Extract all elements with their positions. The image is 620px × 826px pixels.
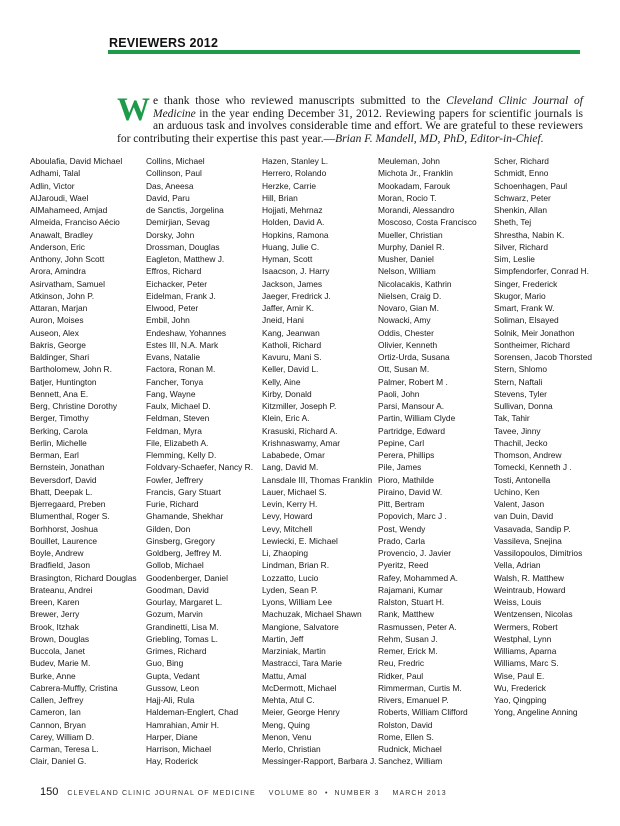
reviewer-name: Partridge, Edward <box>378 425 446 436</box>
reviewer-name: Callen, Jeffrey <box>30 695 84 705</box>
reviewer-name: Rafey, Mohammed A. <box>378 572 458 583</box>
reviewer-name: Moran, Rocio T. <box>378 192 437 203</box>
reviewer-name: Sorensen, Jacob Thorsted <box>494 352 593 362</box>
reviewer-name: Atkinson, John P. <box>30 290 95 301</box>
reviewer-name: Eagleton, Matthew J. <box>146 254 225 264</box>
reviewer-name: Katholi, Richard <box>262 339 322 350</box>
reviewer-name: Popovich, Marc J . <box>378 511 447 522</box>
reviewer-name: Ortiz-Urda, Susana <box>378 352 450 362</box>
reviewer-name: Kirby, Donald <box>262 388 312 399</box>
reviewer-columns <box>30 155 595 767</box>
reviewer-name: David, Paru <box>146 192 190 203</box>
reviewer-name: Herzke, Carrie <box>262 180 316 191</box>
reviewer-name: Brewer, Jerry <box>30 609 80 620</box>
reviewer-name: AlJaroudi, Wael <box>30 192 89 203</box>
reviewer-name: Wentzensen, Nicolas <box>494 609 573 620</box>
reviewer-name: Jaffer, Amir K. <box>262 303 314 313</box>
reviewer-name: Batjer, Huntington <box>30 376 97 387</box>
reviewer-name: Furie, Richard <box>146 499 199 509</box>
reviewer-name: Rank, Matthew <box>378 609 434 620</box>
reviewer-name: Soliman, Elsayed <box>494 315 559 326</box>
reviewer-name: Auseon, Alex <box>30 327 79 338</box>
reviewer-name: Goldberg, Jeffrey M. <box>146 548 222 558</box>
reviewer-name: Stevens, Tyler <box>494 388 547 399</box>
reviewer-name: Remer, Erick M. <box>378 646 438 656</box>
reviewer-name: Baldinger, Shari <box>30 352 90 362</box>
reviewer-name: Pyeritz, Reed <box>378 560 429 571</box>
reviewer-name: Post, Wendy <box>378 523 426 534</box>
reviewer-name: Weintraub, Howard <box>494 584 566 595</box>
reviewer-name: Williams, Marc S. <box>494 658 559 669</box>
reviewer-name: Weiss, Louis <box>494 597 542 607</box>
reviewer-name: Westphal, Lynn <box>494 633 552 644</box>
reviewer-name: Hamrahian, Amir H. <box>146 719 220 730</box>
reviewer-name: Cannon, Bryan <box>30 719 86 730</box>
reviewer-name: de Sanctis, Jorgelina <box>146 205 224 215</box>
reviewer-name: Goodenberger, Daniel <box>146 572 228 583</box>
reviewer-name: Brown, Douglas <box>30 633 90 644</box>
reviewer-name: Roberts, William Clifford <box>378 707 468 718</box>
reviewer-name: Kang, Jeanwan <box>262 327 320 338</box>
reviewer-name: Das, Aneesa <box>146 180 194 191</box>
reviewer-name: Feldman, Steven <box>146 413 210 424</box>
header-rule <box>108 50 580 54</box>
reviewer-name: Merlo, Christian <box>262 744 321 754</box>
reviewer-name: Moscoso, Costa Francisco <box>378 217 477 228</box>
reviewer-name: Ridker, Paul <box>378 670 424 681</box>
reviewer-name: Adhami, Talal <box>30 168 81 179</box>
reviewer-name: Messinger-Rapport, Barbara J. <box>262 756 377 767</box>
reviewer-name: Collinson, Paul <box>146 168 202 179</box>
reviewer-name: Berking, Carola <box>30 425 88 436</box>
reviewer-name: Palmer, Robert M . <box>378 376 448 387</box>
reviewer-name: Sheth, Tej <box>494 217 532 228</box>
reviewer-name: Clair, Daniel G. <box>30 756 87 767</box>
reviewer-name: Nelson, William <box>378 266 436 277</box>
reviewer-name: Guo, Bing <box>146 658 184 669</box>
reviewer-name: Solnik, Meir Jonathon <box>494 327 575 338</box>
reviewer-column-3 <box>262 155 377 768</box>
reviewer-name: Nicolacakis, Kathrin <box>378 278 452 289</box>
reviewer-name: Griebling, Tomas L. <box>146 633 218 644</box>
reviewer-name: Isaacson, J. Harry <box>262 266 330 277</box>
reviewer-name: Pile, James <box>378 462 422 473</box>
reviewer-name: Berger, Timothy <box>30 413 89 424</box>
reviewer-name: Kavuru, Mani S. <box>262 352 322 362</box>
reviewer-name: File, Elizabeth A. <box>146 437 209 448</box>
reviewer-name: Boyle, Andrew <box>30 548 84 558</box>
reviewer-name: Harper, Diane <box>146 731 198 742</box>
reviewer-name: Thachil, Jecko <box>494 437 548 448</box>
reviewer-name: Arora, Amindra <box>30 266 86 277</box>
reviewer-name: Wise, Paul E. <box>494 670 545 681</box>
reviewer-name: Flemming, Kelly D. <box>146 450 217 460</box>
reviewer-name: Simpfendorfer, Conrad H. <box>494 266 589 277</box>
reviewer-name: Mehta, Atul C. <box>262 695 315 705</box>
reviewer-column-1 <box>30 155 137 768</box>
reviewer-name: Rajamani, Kumar <box>378 584 443 595</box>
reviewer-name: Anthony, John Scott <box>30 254 105 264</box>
reviewer-name: van Duin, David <box>494 511 554 522</box>
reviewer-name: Hazen, Stanley L. <box>262 156 329 166</box>
reviewer-name: Lang, David M. <box>262 462 319 473</box>
footer-journal: CLEVELAND CLINIC JOURNAL OF MEDICINE <box>67 790 256 797</box>
reviewer-name: Marziniak, Martin <box>262 646 326 656</box>
reviewer-name: Hyman, Scott <box>262 254 313 264</box>
reviewer-name: Goodman, David <box>146 584 209 595</box>
reviewer-name: Embil, John <box>146 315 190 326</box>
reviewer-name: Gupta, Vedant <box>146 670 200 681</box>
reviewer-name: Sim, Leslie <box>494 254 535 264</box>
reviewer-name: Kitzmiller, Joseph P. <box>262 401 337 411</box>
reviewer-name: Uchino, Ken <box>494 486 540 497</box>
reviewer-name: Gilden, Don <box>146 523 191 534</box>
reviewer-name: Oddis, Chester <box>378 327 434 338</box>
reviewer-name: Fang, Wayne <box>146 388 196 399</box>
reviewer-name: Feldman, Myra <box>146 425 202 436</box>
reviewer-name: Harrison, Michael <box>146 744 212 754</box>
reviewer-name: Meuleman, John <box>378 156 440 166</box>
reviewer-name: Schwarz, Peter <box>494 192 551 203</box>
reviewer-name: Dorsky, John <box>146 229 195 240</box>
reviewer-name: Carman, Teresa L. <box>30 744 99 754</box>
reviewer-name: Collins, Michael <box>146 156 205 166</box>
reviewer-name: Piraino, David W. <box>378 486 443 497</box>
reviewer-name: Vassilopoulos, Dimitrios <box>494 548 583 558</box>
reviewer-name: Pepine, Carl <box>378 437 425 448</box>
reviewer-name: Aboulafia, David Michael <box>30 156 123 166</box>
reviewer-name: Foldvary-Schaefer, Nancy R. <box>146 462 254 473</box>
reviewer-name: Krasuski, Richard A. <box>262 425 338 436</box>
reviewer-name: Tak, Tahir <box>494 413 530 424</box>
reviewer-name: Brook, Itzhak <box>30 621 79 632</box>
reviewer-name: Hill, Brian <box>262 192 298 203</box>
reviewer-name: Borhhorst, Joshua <box>30 523 98 534</box>
reviewer-name: Holden, David A. <box>262 217 325 228</box>
reviewer-name: Silver, Richard <box>494 241 548 252</box>
reviewer-name: Hajj-Ali, Rula <box>146 695 195 705</box>
reviewer-name: Buccola, Janet <box>30 646 85 656</box>
reviewer-name: Nowacki, Amy <box>378 315 431 326</box>
reviewer-name: Lyden, Sean P. <box>262 584 318 595</box>
reviewer-name: Adlin, Victor <box>30 180 75 191</box>
reviewer-name: Perera, Phillips <box>378 450 435 460</box>
reviewer-name: Herrero, Rolando <box>262 168 327 179</box>
reviewer-name: Meng, Quing <box>262 719 310 730</box>
reviewer-name: Cabrera-Muffly, Cristina <box>30 682 118 693</box>
reviewer-name: Fowler, Jeffrery <box>146 474 204 485</box>
reviewer-name: Breen, Karen <box>30 597 80 607</box>
reviewer-name: Lansdale III, Thomas Franklin <box>262 474 373 485</box>
reviewer-name: Hay, Roderick <box>146 756 198 767</box>
reviewer-name: Mastracci, Tara Marie <box>262 658 342 669</box>
reviewer-name: Valent, Jason <box>494 499 545 509</box>
reviewer-name: Jackson, James <box>262 278 323 289</box>
reviewer-name: Vassileva, Snejina <box>494 535 562 546</box>
reviewer-name: Pioro, Mathilde <box>378 474 434 485</box>
reviewer-name: Auron, Moises <box>30 315 84 326</box>
reviewer-name: Rimmerman, Curtis M. <box>378 682 462 693</box>
reviewer-name: Almeida, Franciso Aécio <box>30 217 120 228</box>
reviewer-name: Bennett, Ana E. <box>30 388 89 399</box>
reviewer-name: Gourlay, Margaret L. <box>146 597 223 607</box>
reviewer-name: Murphy, Daniel R. <box>378 241 445 252</box>
reviewer-name: Estes III, N.A. Mark <box>146 339 219 350</box>
reviewer-name: Grimes, Richard <box>146 646 207 656</box>
reviewer-name: Rolston, David <box>378 719 433 730</box>
footer-bullet: • <box>325 790 328 797</box>
reviewer-name: Anawalt, Bradley <box>30 229 93 240</box>
reviewer-name: Rome, Ellen S. <box>378 731 434 742</box>
intro-text-part1: e thank those who reviewed manuscripts submitted to the <box>153 95 447 107</box>
reviewer-name: Gollob, Michael <box>146 560 204 571</box>
reviewer-name: Walsh, R. Matthew <box>494 572 564 583</box>
reviewer-name: Huang, Julie C. <box>262 241 320 252</box>
page-title: REVIEWERS 2012 <box>109 36 219 50</box>
footer-date: MARCH 2013 <box>392 790 447 797</box>
reviewer-name: Meier, George Henry <box>262 707 340 718</box>
reviewer-name: Shenkin, Allan <box>494 205 548 215</box>
drop-cap: W <box>117 92 150 128</box>
reviewer-name: Brasington, Richard Douglas <box>30 572 137 583</box>
reviewer-name: Levy, Howard <box>262 511 313 522</box>
reviewer-name: Rivers, Emanuel P. <box>378 695 449 705</box>
reviewer-name: Fancher, Tonya <box>146 376 204 387</box>
reviewer-name: Hojjati, Mehrnaz <box>262 205 323 215</box>
reviewer-name: Lindman, Brian R. <box>262 560 330 571</box>
reviewer-name: Sontheimer, Richard <box>494 339 570 350</box>
reviewer-name: Burke, Anne <box>30 670 76 681</box>
reviewer-name: Paoli, John <box>378 388 420 399</box>
reviewer-name: Haldeman-Englert, Chad <box>146 707 239 718</box>
reviewer-name: Rehm, Susan J. <box>378 633 438 644</box>
reviewer-name: Scher, Richard <box>494 156 549 166</box>
reviewer-name: Levin, Kerry H. <box>262 499 318 509</box>
reviewer-name: Pitt, Bertram <box>378 499 425 509</box>
footer-volume: VOLUME 80 <box>268 790 318 797</box>
reviewer-name: Berg, Christine Dorothy <box>30 401 118 411</box>
reviewer-name: Stern, Shlomo <box>494 364 548 375</box>
reviewer-name: Elwood, Peter <box>146 303 199 313</box>
reviewer-name: Reu, Fredric <box>378 658 425 669</box>
reviewer-name: Lauer, Michael S. <box>262 486 327 497</box>
reviewer-column-2 <box>146 155 253 768</box>
reviewer-name: Attaran, Marjan <box>30 303 88 313</box>
reviewer-name: Sullivan, Donna <box>494 401 553 411</box>
reviewer-name: Ott, Susan M. <box>378 364 430 375</box>
reviewer-name: Vasavada, Sandip P. <box>494 523 571 534</box>
reviewer-name: Li, Zhaoping <box>262 548 309 558</box>
reviewer-name: Bouillet, Laurence <box>30 535 98 546</box>
reviewer-name: Demirjian, Sevag <box>146 217 210 228</box>
reviewer-name: Kelly, Aine <box>262 376 301 387</box>
reviewer-name: Anderson, Eric <box>30 241 85 252</box>
reviewer-name: Effros, Richard <box>146 266 202 277</box>
reviewer-name: Bhatt, Deepak L. <box>30 486 93 497</box>
reviewer-name: Cameron, Ian <box>30 707 81 718</box>
reviewer-name: Beversdorf, David <box>30 474 97 485</box>
reviewer-name: Schoenhagen, Paul <box>494 180 568 191</box>
footer-number: NUMBER 3 <box>334 790 380 797</box>
reviewer-name: Keller, David L. <box>262 364 319 375</box>
reviewer-name: Factora, Ronan M. <box>146 364 216 375</box>
reviewer-name: Schmidt, Enno <box>494 168 549 179</box>
reviewer-column-5 <box>494 155 592 719</box>
reviewer-name: Bakris, George <box>30 339 86 350</box>
reviewer-name: Bernstein, Jonathan <box>30 462 105 473</box>
reviewer-name: Eichacker, Peter <box>146 278 207 289</box>
reviewer-name: McDermott, Michael <box>262 682 337 693</box>
reviewer-name: Vella, Adrian <box>494 560 541 571</box>
reviewer-name: Singer, Frederick <box>494 278 558 289</box>
reviewer-name: Gozum, Marvin <box>146 609 203 620</box>
reviewer-name: Mangione, Salvatore <box>262 621 339 632</box>
reviewer-name: Menon, Venu <box>262 731 312 742</box>
reviewer-name: Michota Jr., Franklin <box>378 168 453 179</box>
reviewer-name: Carey, William D. <box>30 731 95 742</box>
journal-name: Cleveland Clinic Journal of Medicine <box>153 95 583 120</box>
reviewer-name: Tavee, Jinny <box>494 425 541 436</box>
reviewer-name: Prado, Carla <box>378 535 426 546</box>
reviewer-name: Stern, Naftali <box>494 376 543 387</box>
reviewer-column-4 <box>378 155 477 768</box>
reviewer-name: Machuzak, Michael Shawn <box>262 609 362 620</box>
page-number: 150 <box>40 786 59 798</box>
reviewer-name: Levy, Mitchell <box>262 523 313 534</box>
reviewer-name: Brateanu, Andrei <box>30 584 93 595</box>
reviewer-name: Hopkins, Ramona <box>262 229 329 240</box>
reviewer-name: Novaro, Gian M. <box>378 303 439 313</box>
reviewer-name: Eidelman, Frank J. <box>146 290 216 301</box>
reviewer-name: Yong, Angeline Anning <box>494 707 578 718</box>
reviewer-name: Endeshaw, Yohannes <box>146 327 227 338</box>
reviewer-name: Tomecki, Kenneth J . <box>494 462 572 473</box>
reviewer-name: Budev, Marie M. <box>30 658 91 669</box>
reviewer-name: Rudnick, Michael <box>378 744 442 754</box>
reviewer-name: Berman, Earl <box>30 450 79 460</box>
reviewer-name: Musher, Daniel <box>378 254 434 264</box>
reviewer-name: Krishnaswamy, Amar <box>262 437 341 448</box>
reviewer-name: Grandinetti, Lisa M. <box>146 621 219 632</box>
reviewer-name: Parsi, Mansour A. <box>378 401 445 411</box>
reviewer-name: Berlin, Michelle <box>30 437 87 448</box>
reviewer-name: Blumenthal, Roger S. <box>30 511 110 522</box>
reviewer-name: Drossman, Douglas <box>146 241 220 252</box>
page-footer <box>40 786 447 798</box>
reviewer-name: Ginsberg, Gregory <box>146 535 215 546</box>
reviewer-name: Wermers, Robert <box>494 621 558 632</box>
reviewer-name: Shrestha, Nabin K. <box>494 229 565 240</box>
editor-signature: Brian F. Mandell, MD, PhD, Editor-in-Chief. <box>335 132 544 145</box>
reviewer-name: Wu, Frederick <box>494 682 546 693</box>
reviewer-name: Skugor, Mario <box>494 290 546 301</box>
reviewer-name: Evans, Natalie <box>146 352 200 362</box>
reviewer-name: Lababede, Omar <box>262 450 325 460</box>
reviewer-name: Olivier, Kenneth <box>378 339 438 350</box>
reviewer-name: Smart, Frank W. <box>494 303 555 313</box>
reviewer-name: Faulx, Michael D. <box>146 401 211 411</box>
reviewer-name: Mattu, Amal <box>262 670 307 681</box>
reviewer-name: Bradfield, Jason <box>30 560 91 571</box>
reviewer-name: Partin, William Clyde <box>378 413 456 424</box>
reviewer-name: Bartholomew, John R. <box>30 364 112 375</box>
intro-paragraph <box>117 92 583 145</box>
reviewer-name: AlMahameed, Amjad <box>30 205 108 215</box>
reviewer-name: Lyons, William Lee <box>262 597 332 607</box>
reviewer-name: Gussow, Leon <box>146 682 200 693</box>
reviewer-name: Asirvatham, Samuel <box>30 278 105 289</box>
intro-text-part2: in the year ending December 31, 2012. Reviewing papers for scientific journals is an arduous task and involves considerable time and effort. We are grateful to these reviewers for contributing their expertise this past year.— <box>117 107 583 145</box>
reviewer-name: Thomson, Andrew <box>494 450 562 460</box>
reviewer-name: Bjerregaard, Preben <box>30 499 106 509</box>
reviewer-name: Francis, Gary Stuart <box>146 486 221 497</box>
reviewer-name: Ralston, Stuart H. <box>378 597 445 607</box>
reviewer-name: Mookadam, Farouk <box>378 180 451 191</box>
reviewer-name: Jaeger, Fredrick J. <box>262 290 331 301</box>
reviewer-name: Jneid, Hani <box>262 315 304 326</box>
reviewer-name: Lozzatto, Lucio <box>262 572 319 583</box>
reviewer-name: Mueller, Christian <box>378 229 443 240</box>
reviewer-name: Tosti, Antonella <box>494 474 551 485</box>
reviewer-name: Ghamande, Shekhar <box>146 511 224 522</box>
reviewer-name: Morandi, Alessandro <box>378 205 455 215</box>
reviewer-name: Williams, Aparna <box>494 646 557 656</box>
reviewer-name: Nielsen, Craig D. <box>378 290 442 301</box>
reviewer-name: Klein, Eric A. <box>262 413 310 424</box>
reviewer-name: Rasmussen, Peter A. <box>378 621 457 632</box>
reviewer-name: Provencio, J. Javier <box>378 548 452 558</box>
reviewer-name: Martin, Jeff <box>262 633 304 644</box>
reviewer-name: Lewiecki, E. Michael <box>262 535 338 546</box>
reviewer-name: Sanchez, William <box>378 756 443 767</box>
reviewer-name: Yao, Qingping <box>494 695 547 705</box>
